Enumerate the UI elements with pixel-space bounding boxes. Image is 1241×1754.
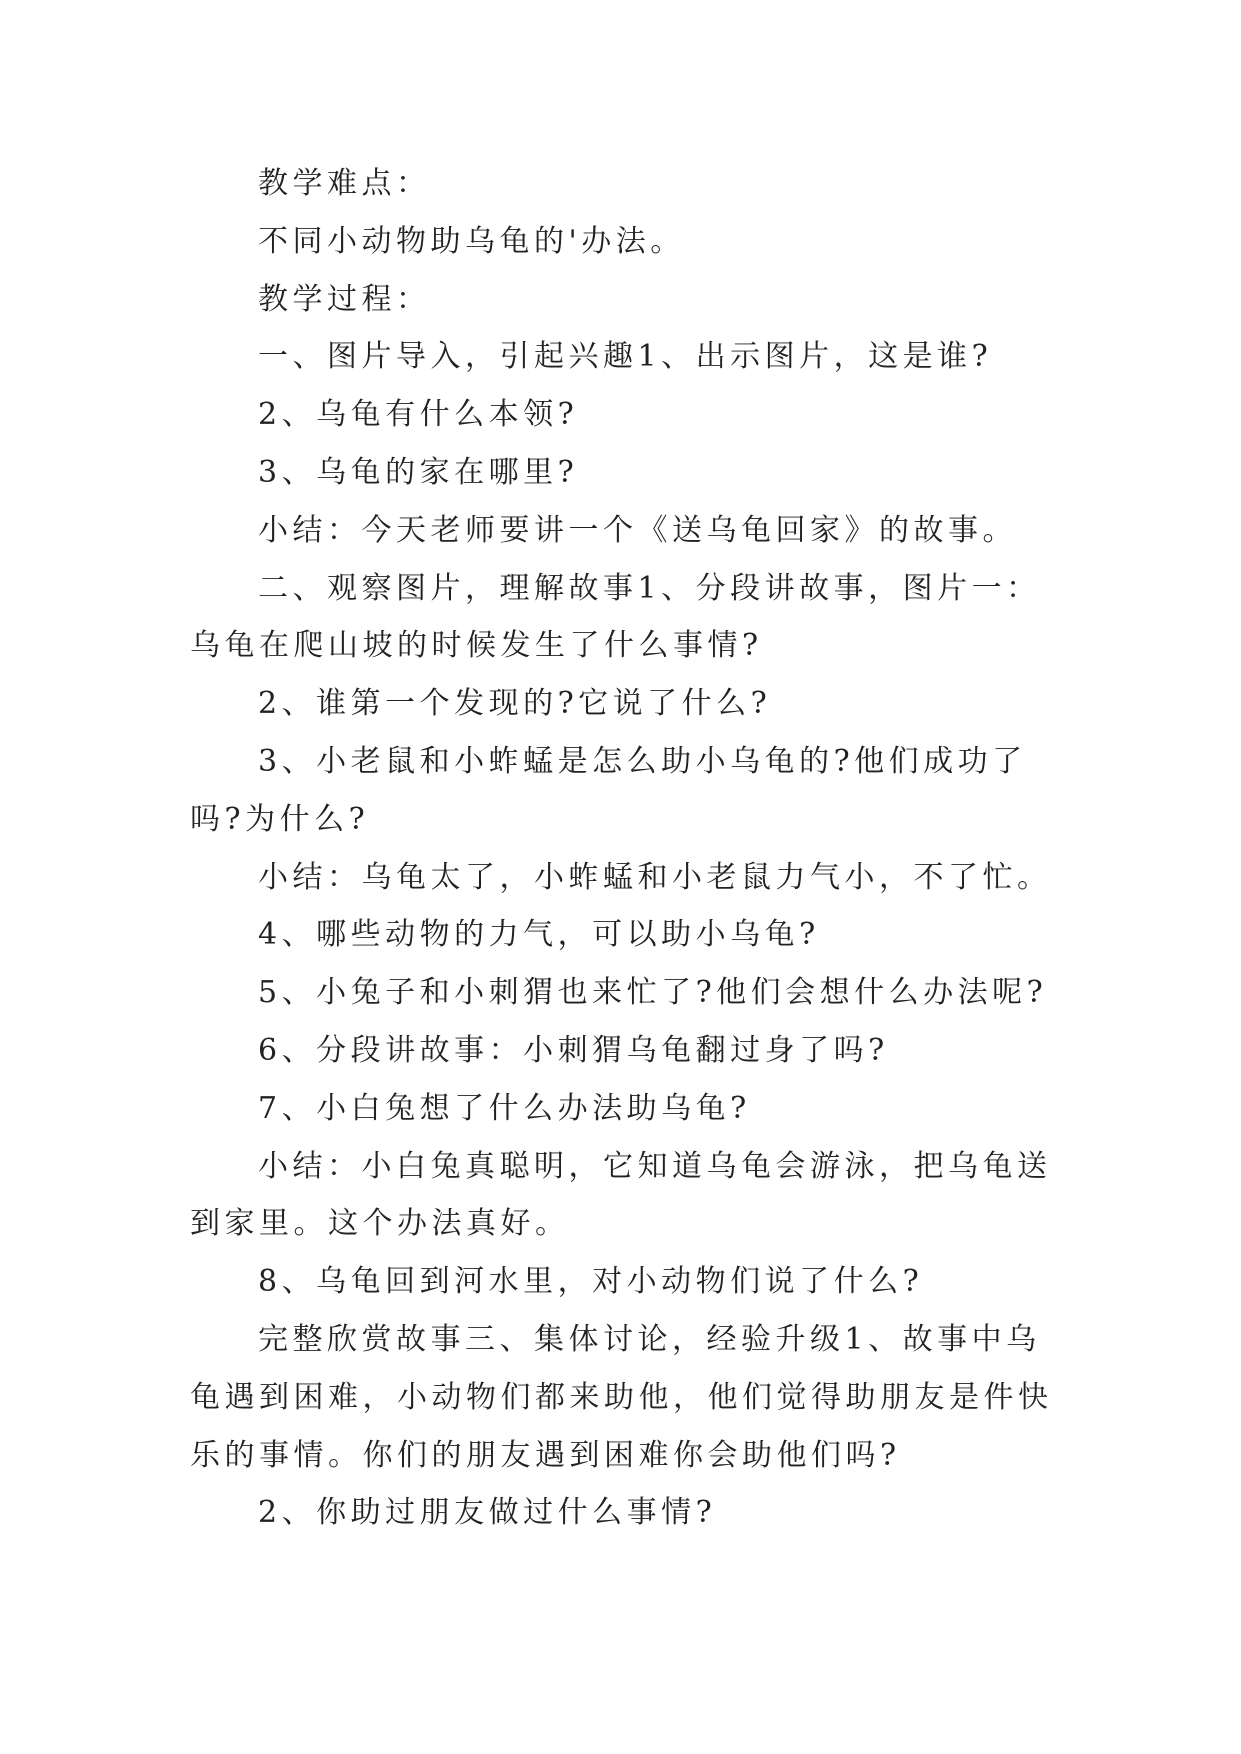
- paragraph: 2、你助过朋友做过什么事情?: [258, 1495, 717, 1531]
- document-page: [190, 155, 1060, 1542]
- paragraph: 二、观察图片，理解故事1、分段讲故事，图片一：乌龟在爬山坡的时候发生了什么事情?: [190, 570, 1041, 664]
- paragraph: 8、乌龟回到河水里，对小动物们说了什么?: [258, 1264, 924, 1300]
- paragraph: 一、图片导入，引起兴趣1、出示图片，这是谁?: [258, 339, 993, 375]
- paragraph: 完整欣赏故事三、集体讨论，经验升级1、故事中乌龟遇到困难，小动物们都来助他，他们觉得助朋友是件快乐的事情。你们的朋友遇到困难你会助他们吗?: [190, 1321, 1053, 1473]
- paragraph: 2、谁第一个发现的?它说了什么?: [258, 686, 772, 722]
- paragraph: 不同小动物助乌龟的'办法。: [258, 223, 685, 259]
- paragraph: 小结：乌龟太了，小蚱蜢和小老鼠力气小，不了忙。: [258, 859, 1052, 895]
- paragraph: 2、乌龟有什么本领?: [258, 397, 579, 433]
- paragraph: 小结：今天老师要讲一个《送乌龟回家》的故事。: [258, 512, 1017, 548]
- paragraph: 6、分段讲故事：小刺猬乌龟翻过身了吗?: [258, 1032, 889, 1068]
- paragraph: 5、小兔子和小刺猬也来忙了?他们会想什么办法呢?: [258, 975, 1048, 1011]
- section-heading-process: 教学过程：: [258, 281, 431, 317]
- paragraph: 4、哪些动物的力气，可以助小乌龟?: [258, 917, 820, 953]
- section-heading-difficulty: 教学难点：: [258, 166, 431, 201]
- paragraph: 小结：小白兔真聪明，它知道乌龟会游泳，把乌龟送到家里。这个办法真好。: [190, 1148, 1052, 1242]
- paragraph: 7、小白兔想了什么办法助乌龟?: [258, 1090, 751, 1126]
- paragraph: 3、乌龟的家在哪里?: [258, 454, 579, 490]
- paragraph: 3、小老鼠和小蚱蜢是怎么助小乌龟的?他们成功了吗?为什么?: [190, 743, 1027, 837]
